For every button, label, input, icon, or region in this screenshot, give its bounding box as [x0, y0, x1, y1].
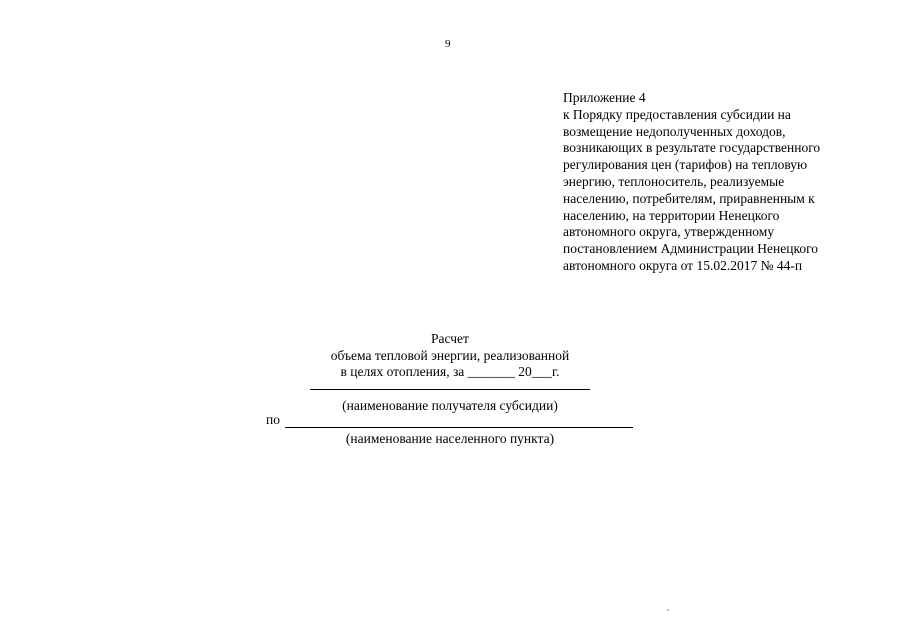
- annex-block: [563, 90, 863, 275]
- po-label: по: [266, 412, 280, 427]
- annex-line: автономного округа, утвержденному: [563, 224, 775, 240]
- annex-line: энергию, теплоноситель, реализуемые: [563, 173, 785, 189]
- recipient-caption: (наименование получателя субсидии): [342, 398, 558, 413]
- annex-line: возмещение недополученных доходов,: [563, 123, 786, 139]
- document-title: [250, 331, 650, 381]
- recipient-fill-line: [310, 389, 590, 390]
- annex-line: возникающих в результате государственного: [563, 140, 821, 156]
- annex-line: Приложение 4: [563, 90, 646, 105]
- page-number: 9: [445, 38, 451, 50]
- annex-line: населению, на территории Ненецкого: [563, 207, 780, 223]
- scan-speck: [667, 609, 669, 611]
- settlement-caption: (наименование населенного пункта): [345, 431, 555, 446]
- title-line: в целях отопления, за _______ 20___г.: [340, 364, 560, 379]
- annex-line: постановлением Администрации Ненецкого: [563, 241, 819, 257]
- title-line: Расчет: [431, 331, 469, 346]
- annex-line: автономного округа от 15.02.2017 № 44-п: [563, 257, 803, 273]
- annex-line: населению, потребителям, приравненным к: [563, 190, 815, 206]
- settlement-fill-line: [285, 427, 633, 428]
- title-line: объема тепловой энергии, реализованной: [330, 347, 570, 363]
- annex-line: регулирования цен (тарифов) на тепловую: [563, 157, 808, 173]
- annex-line: к Порядку предоставления субсидии на: [563, 106, 791, 122]
